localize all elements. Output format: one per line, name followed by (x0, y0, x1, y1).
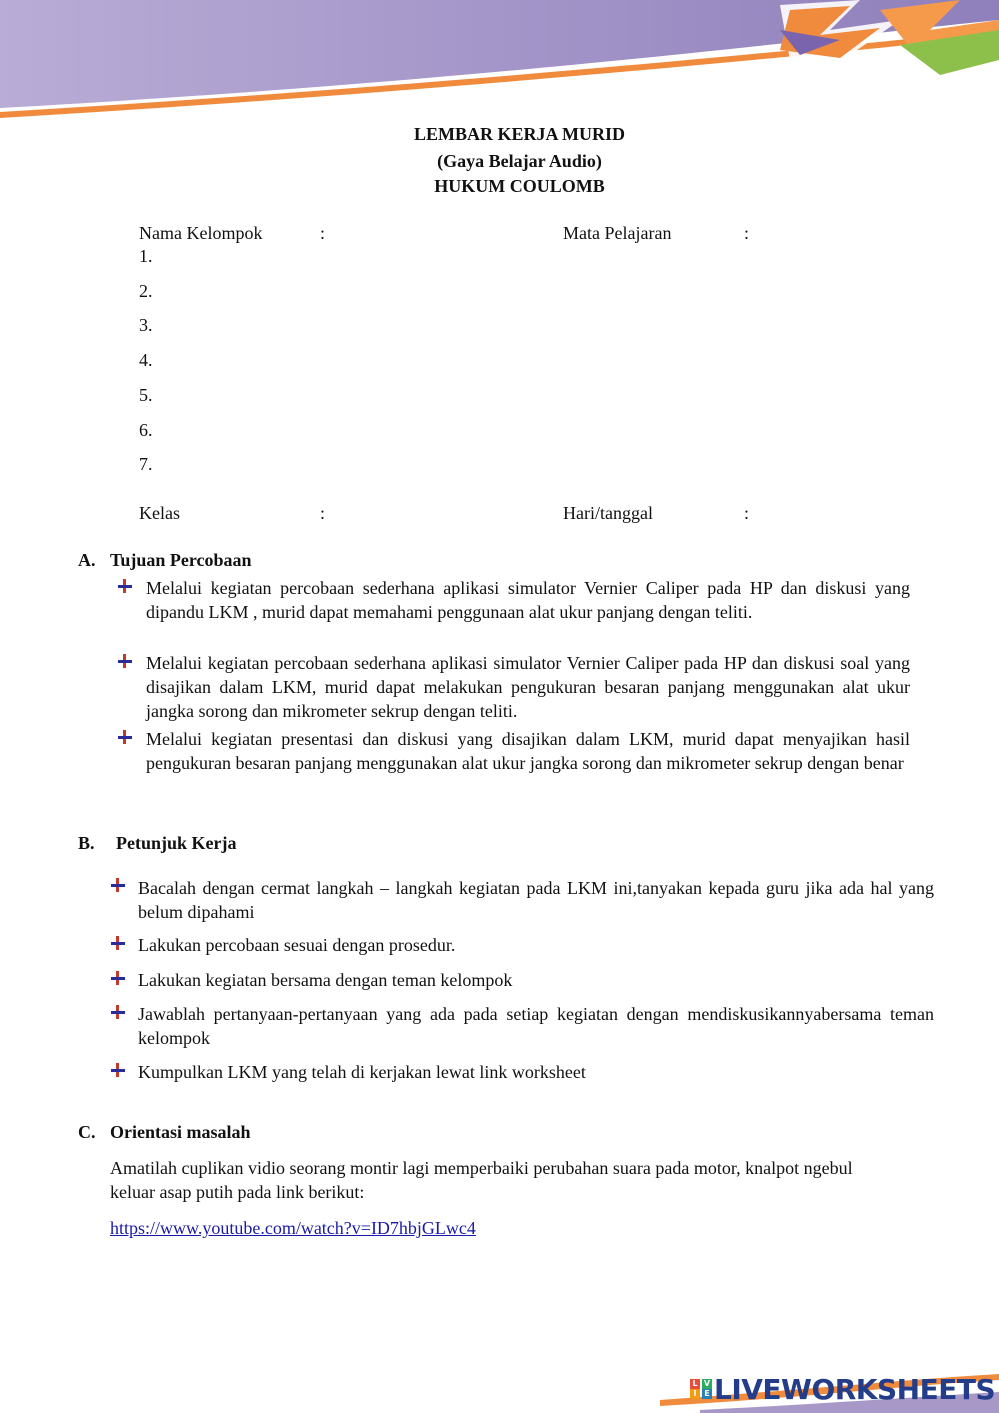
objective-item: Melalui kegiatan percobaan sederhana aplikasi simulator Vernier Caliper pada HP dan diskusi soal yang disajikan dalam LKM, murid dapat melakukan pengukuran besaran panjang menggunakan alat ukur jangka sorong dan mikrometer sekrup dengan teliti. (146, 653, 910, 721)
bullet-cross-icon (117, 729, 133, 745)
bullet-cross-icon (110, 1004, 126, 1020)
liveworksheets-logo (690, 1372, 995, 1406)
worksheet-title: LEMBAR KERJA MURID (413, 124, 625, 144)
bullet-cross-icon (110, 1062, 126, 1078)
date-label: Hari/tanggal (563, 503, 653, 523)
section-b-heading (78, 831, 237, 855)
header-decoration (0, 0, 999, 130)
class-colon: : (320, 503, 326, 523)
bullet-cross-icon (110, 877, 126, 893)
member-number: 7. (139, 454, 153, 474)
logo-text: LIVEWORKSHEETS (714, 1372, 996, 1406)
instruction-item: Lakukan percobaan sesuai dengan prosedur. (138, 935, 456, 955)
section-c-letter: C. (78, 1122, 96, 1142)
member-number: 4. (139, 350, 153, 370)
group-name-colon: : (320, 223, 326, 243)
section-c-heading (78, 1120, 251, 1144)
logo-mark-icon: V E (703, 1379, 711, 1398)
logo-mark-icon: L I (690, 1379, 700, 1399)
instruction-item: Lakukan kegiatan bersama dengan teman kelompok (138, 970, 513, 990)
section-b-title: Petunjuk Kerja (116, 833, 237, 853)
date-colon: : (744, 503, 750, 523)
bullet-cross-icon (110, 970, 126, 986)
bullet-cross-icon (117, 578, 133, 594)
orientation-text: Amatilah cuplikan vidio seorang montir lagi memperbaiki perubahan suara pada motor, knalpot ngebul keluar asap putih pada link berikut: (110, 1158, 853, 1202)
objective-item: Melalui kegiatan presentasi dan diskusi yang disajikan dalam LKM, murid dapat menyajikan hasil pengukuran besaran panjang menggunakan alat ukur jangka sorong dan mikrometer sekrup dengan benar (146, 729, 910, 773)
member-number: 1. (139, 246, 153, 266)
worksheet-subtitle: (Gaya Belajar Audio) (437, 151, 602, 171)
member-number: 3. (139, 315, 153, 335)
bullet-cross-icon (110, 935, 126, 951)
section-c-title: Orientasi masalah (110, 1122, 251, 1142)
section-a-title: Tujuan Percobaan (110, 550, 252, 570)
subject-colon: : (744, 223, 750, 243)
member-number: 6. (139, 420, 153, 440)
instruction-item: Bacalah dengan cermat langkah – langkah kegiatan pada LKM ini,tanyakan kepada guru jika ada hal yang belum dipahami (138, 878, 934, 922)
member-number: 2. (139, 281, 153, 301)
section-b-letter: B. (78, 833, 95, 853)
instruction-item: Kumpulkan LKM yang telah di kerjakan lewat link worksheet (138, 1062, 586, 1082)
bullet-cross-icon (117, 653, 133, 669)
subject-label: Mata Pelajaran (563, 223, 672, 243)
group-name-label: Nama Kelompok (139, 223, 263, 243)
instruction-item: Jawablah pertanyaan-pertanyaan yang ada pada setiap kegiatan dengan mendiskusikannyabersama teman kelompok (138, 1004, 934, 1048)
objective-item: Melalui kegiatan percobaan sederhana aplikasi simulator Vernier Caliper pada HP dan diskusi yang dipandu LKM , murid dapat memahami penggunaan alat ukur panjang dengan teliti. (146, 578, 910, 622)
video-link[interactable]: https://www.youtube.com/watch?v=ID7hbjGLwc4 (110, 1218, 476, 1238)
section-a-heading (78, 548, 252, 572)
member-number: 5. (139, 385, 153, 405)
section-a-letter: A. (78, 550, 96, 570)
class-label: Kelas (139, 503, 180, 523)
worksheet-topic: HUKUM COULOMB (434, 176, 605, 196)
